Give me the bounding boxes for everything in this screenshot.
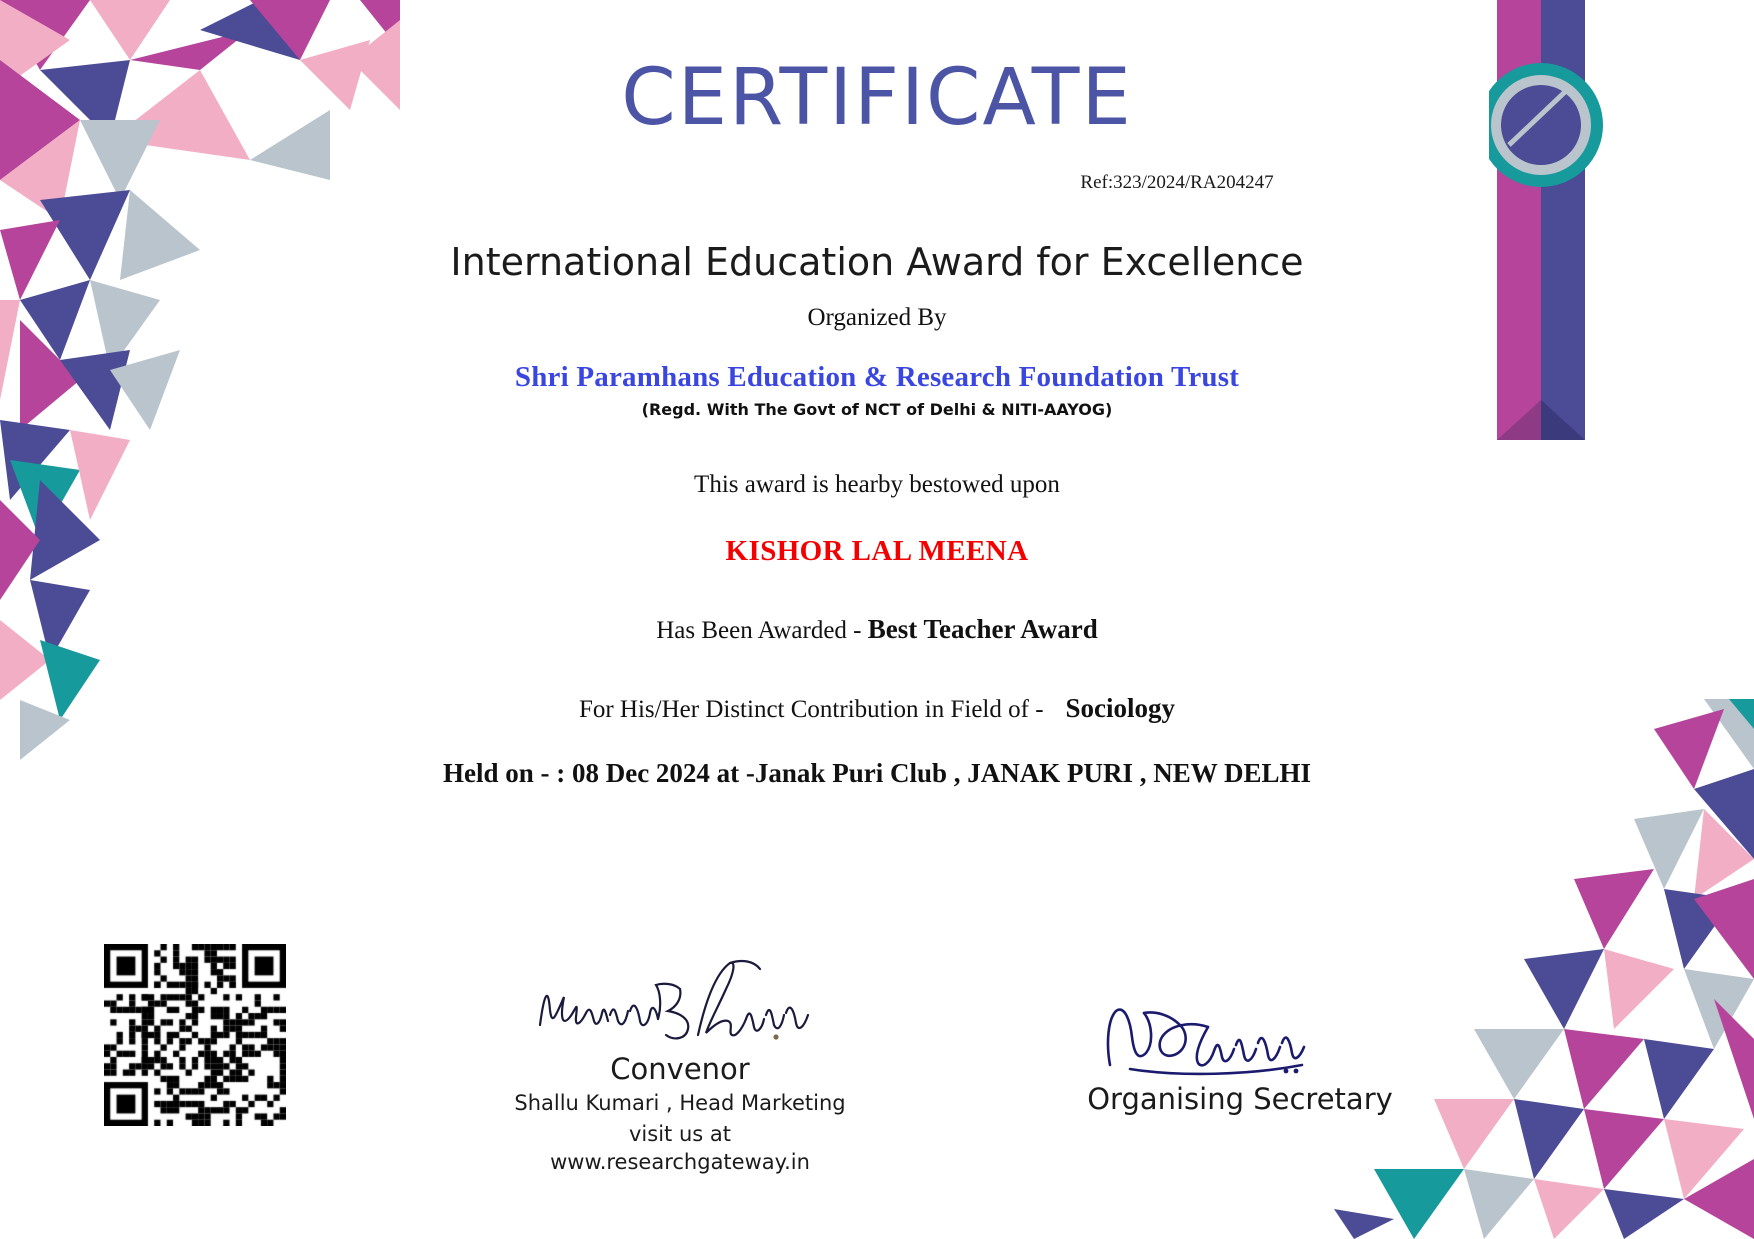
reference-number-text: Ref:323/2024/RA204247 — [1080, 172, 1274, 193]
field-value: Sociology — [1065, 693, 1176, 723]
certificate-body — [0, 200, 1754, 789]
signature-block-secretary — [1060, 985, 1420, 1116]
secretary-signature-image — [1060, 985, 1420, 1080]
bestowed-text: This award is hearby bestowed upon — [694, 471, 1060, 498]
awarded-value: Best Teacher Award — [867, 614, 1098, 644]
field-line — [0, 693, 1754, 724]
page-title: CERTIFICATE — [621, 53, 1133, 143]
organization-registration: (Regd. With The Govt of NCT of Delhi & NITI-AAYOG) — [641, 400, 1113, 419]
certificate-content — [0, 0, 1754, 143]
organization-name: Shri Paramhans Education & Research Foundation Trust — [514, 361, 1240, 393]
signature-block-convenor — [500, 955, 860, 1176]
field-label: For His/Her Distinct Contribution in Field of - — [578, 696, 1044, 723]
recipient-name: KISHOR LAL MEENA — [725, 535, 1029, 567]
reference-number — [0, 172, 1754, 194]
secretary-role-label: Organising Secretary — [1087, 1082, 1393, 1116]
award-title: International Education Award for Excellence — [450, 240, 1304, 284]
held-on-line: Held on - : 08 Dec 2024 at -Janak Puri Club , JANAK PURI , NEW DELHI — [442, 758, 1312, 788]
convenor-signature-image — [500, 955, 860, 1050]
qr-code[interactable] — [104, 944, 286, 1126]
convenor-role-label: Convenor — [610, 1052, 750, 1086]
organized-by-label: Organized By — [807, 304, 947, 331]
convenor-name-line: Shallu Kumari , Head Marketing — [514, 1091, 846, 1115]
awarded-line — [0, 614, 1754, 645]
convenor-website-line: visit us at www.researchgateway.in — [550, 1122, 810, 1174]
awarded-label: Has Been Awarded - — [656, 617, 868, 644]
